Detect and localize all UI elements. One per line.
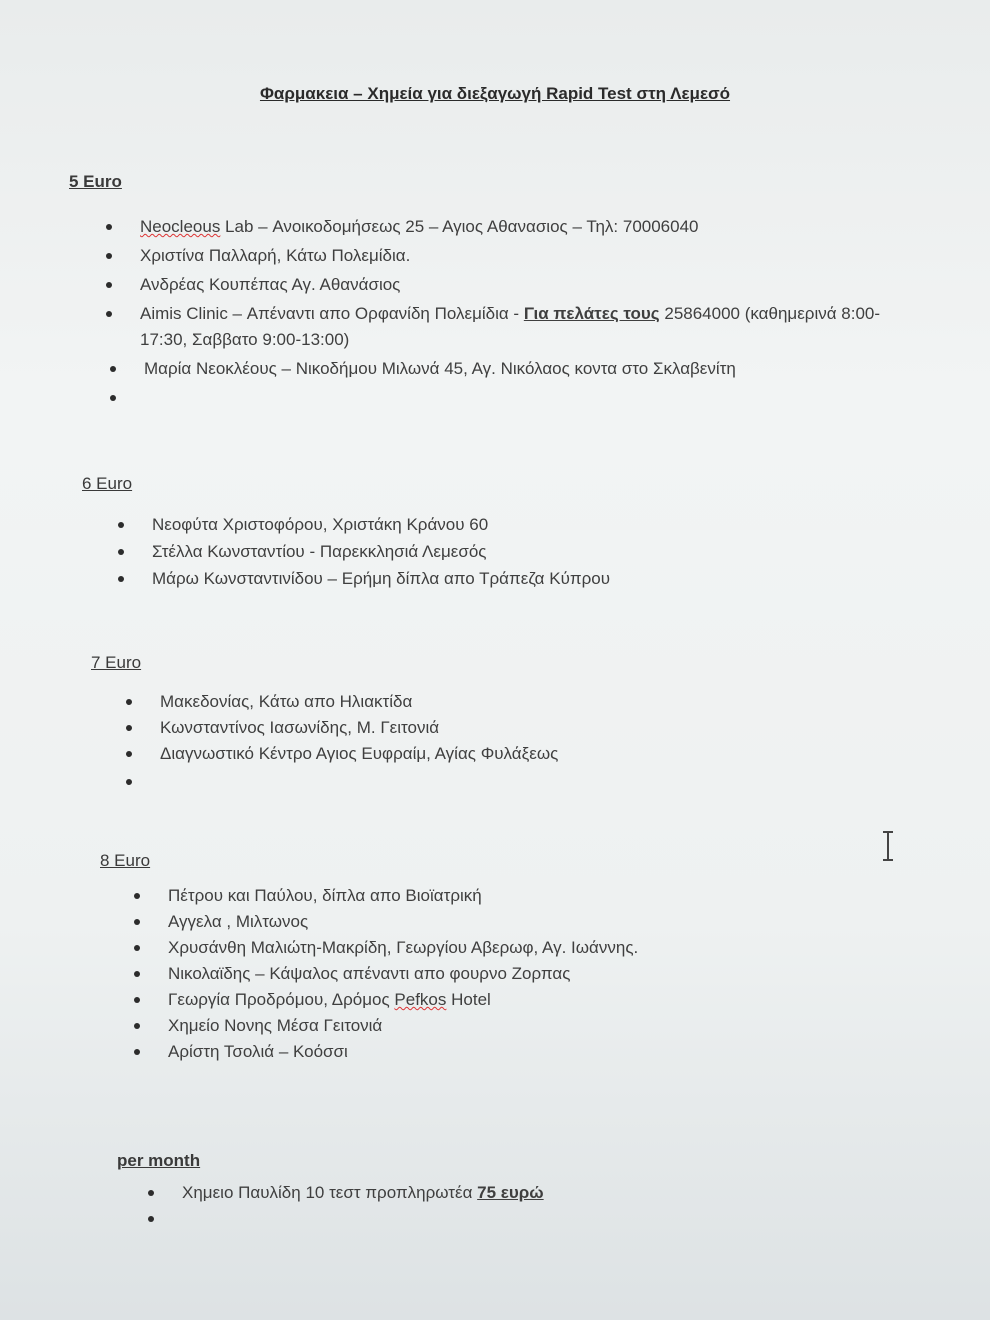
- list-item: Διαγνωστικό Κέντρο Αγιος Ευφραίμ, Αγίας Φυλάξεως: [126, 741, 866, 767]
- list-item: Μακεδονίας, Κάτω απο Ηλιακτίδα: [126, 689, 866, 715]
- section-heading-8-euro: 8 Euro: [100, 851, 151, 870]
- list-item: Aimis Clinic – Απέναντι απο Ορφανίδη Πολεμίδια - Για πελάτες τους 25864000 (καθημερινά 8:00-17:30, Σαββατο 9:00-13:00): [106, 301, 906, 353]
- list-8-euro: [134, 883, 854, 1065]
- list-item: Χρυσάνθη Μαλιώτη-Μακρίδη, Γεωργίου Αβερωφ, Αγ. Ιωάννης.: [134, 935, 854, 961]
- list-item: Ανδρέας Κουπέπας Αγ. Αθανάσιος: [106, 272, 906, 298]
- list-item: Στέλλα Κωνσταντίου - Παρεκκλησιά Λεμεσός: [118, 539, 878, 565]
- list-item: Χημειο Παυλίδη 10 τεστ προπληρωτέα 75 ευρώ: [148, 1180, 848, 1206]
- list-item: Χριστίνα Παλλαρή, Κάτω Πολεμίδια.: [106, 243, 906, 269]
- section-heading-6-euro: 6 Euro: [82, 474, 133, 493]
- list-item: Μαρία Νεοκλέους – Νικοδήμου Μιλωνά 45, Αγ. Νικόλαος κοντα στο Σκλαβενίτη: [110, 356, 910, 382]
- section-heading-5-euro: 5 Euro: [69, 172, 122, 191]
- document-title: Φαρμακεια – Χημεία για διεξαγωγή Rapid Test στη Λεμεσό: [259, 84, 731, 103]
- text-cursor-icon: [880, 830, 896, 862]
- list-item: Γεωργία Προδρόμου, Δρόμος Pefkos Hotel: [134, 987, 854, 1013]
- section-heading-per-month: per month: [117, 1151, 201, 1170]
- list-item: Νικολαϊδης – Κάψαλος απέναντι απο φουρνο Ζορπας: [134, 961, 854, 987]
- list-item: Πέτρου και Παύλου, δίπλα απο Βιοϊατρική: [134, 883, 854, 909]
- list-item: Νεοφύτα Χριστοφόρου, Χριστάκη Κράνου 60: [118, 512, 878, 538]
- list-5-euro: [106, 214, 906, 385]
- list-7-euro: [126, 689, 866, 769]
- list-item: Αρίστη Τσολιά – Κοόσσι: [134, 1039, 854, 1065]
- list-6-euro: [118, 512, 878, 592]
- section-heading-7-euro: 7 Euro: [91, 653, 142, 672]
- list-item: Χημείο Νονης Μέσα Γειτονιά: [134, 1013, 854, 1039]
- list-item: Αγγελα , Μιλτωνος: [134, 909, 854, 935]
- list-per-month: [148, 1180, 848, 1206]
- list-item: Μάρω Κωνσταντινίδου – Ερήμη δίπλα απο Τράπεζα Κύπρου: [118, 566, 878, 592]
- list-item: Neocleous Lab – Ανοικοδομήσεως 25 – Αγιος Αθανασιος – Τηλ: 70006040: [106, 214, 906, 240]
- list-item: Κωνσταντίνος Ιασωνίδης, Μ. Γειτονιά: [126, 715, 866, 741]
